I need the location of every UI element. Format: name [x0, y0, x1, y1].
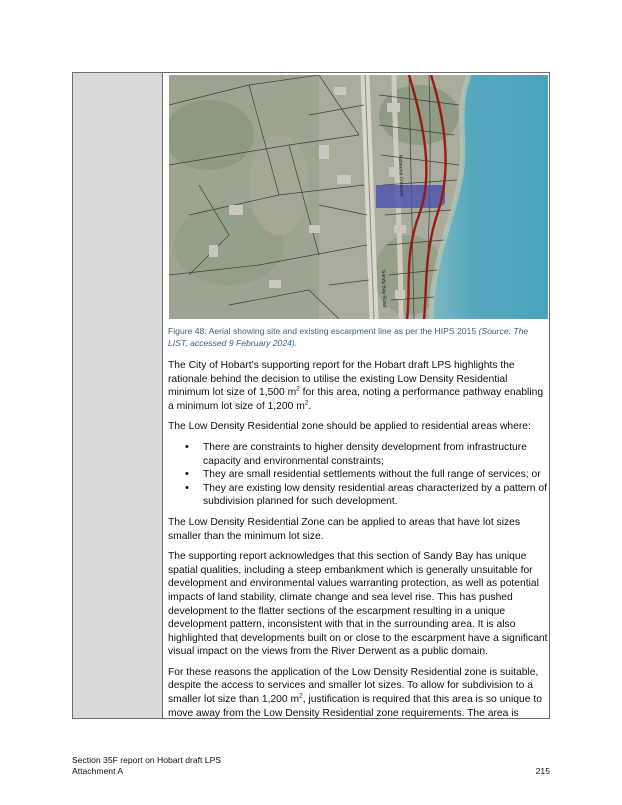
paragraph-3: The Low Density Residential Zone can be applied to areas that have lot sizes smaller than the minimum lot size. — [168, 516, 521, 542]
criteria-list — [168, 441, 550, 509]
paragraph-5 — [168, 666, 550, 720]
caption-main: Figure 48: Aerial showing site and existing escarpment line as per the HIPS 2015 — [168, 326, 479, 336]
left-gray-column — [73, 73, 163, 718]
page-number: 215 — [535, 766, 550, 776]
superscript-2: 2 — [299, 692, 303, 700]
aerial-figure — [169, 75, 548, 319]
content-table — [72, 72, 550, 719]
page-footer — [72, 755, 550, 777]
list-item: • They are small residential settlements without the full range of services; or — [168, 468, 550, 482]
superscript-2: 2 — [296, 385, 300, 393]
road-label-sandy-bay: Sandy Bay Road — [380, 269, 388, 308]
caption-source: (Source: The LIST, accessed 9 February 2024). — [168, 326, 529, 348]
paragraph-4: The supporting report acknowledges that this section of Sandy Bay has unique spatial qualities, including a steep embankment which is generally unsuitable for development and environmental values warranting protection, as well as potential impacts of land stability, climate change and sea level rise. This has pushed development to the flatter sections of the escarpment resulting in a unique development pattern, inconsistent with that in the surrounding area. It is also highlighted that developments built on or close to the escarpment have a significant visual impact on the views from the River Derwent as a public domain. — [168, 551, 548, 658]
footer-attachment: Attachment A — [72, 766, 124, 776]
body-text — [168, 359, 550, 727]
p5-text-a: For these reasons the application of the Low Density Residential zone is suitable, despite the access to services and smaller lot sizes. To allow for subdivision to a smaller lot size than 1,200 m — [168, 666, 539, 706]
paragraph-2: The Low Density Residential zone should be applied to residential areas where: — [168, 421, 531, 433]
list-item: • There are constraints to higher density development from infrastructure capacity and environmental constraints; — [168, 441, 550, 468]
figure-caption — [168, 325, 548, 349]
p1-text-b: for this area, noting a performance pathway enabling a minimum lot size of 1,200 m — [168, 387, 544, 412]
list-item: • They are existing low density residential areas characterized by a pattern of subdivision planned for such development. — [168, 482, 550, 509]
footer-report-title: Section 35F report on Hobart draft LPS — [72, 755, 222, 765]
road-label-nubeena: Nubeena Crescent — [397, 154, 405, 197]
right-content-column — [164, 73, 549, 718]
p1-text-a: The City of Hobart’s supporting report for the Hobart draft LPS highlights the rationale behind the decision to utilise the existing Low Density Residential minimum lot size of 1,500 m — [168, 360, 515, 399]
superscript-2: 2 — [304, 399, 309, 407]
aerial-map-image — [169, 75, 548, 319]
p1-text-c: . — [308, 400, 312, 412]
p5-text-b: , justification is required that this area is so unique to move away from the Low Density Residential zone requirements. The area is — [168, 694, 542, 719]
paragraph-1 — [168, 359, 550, 413]
